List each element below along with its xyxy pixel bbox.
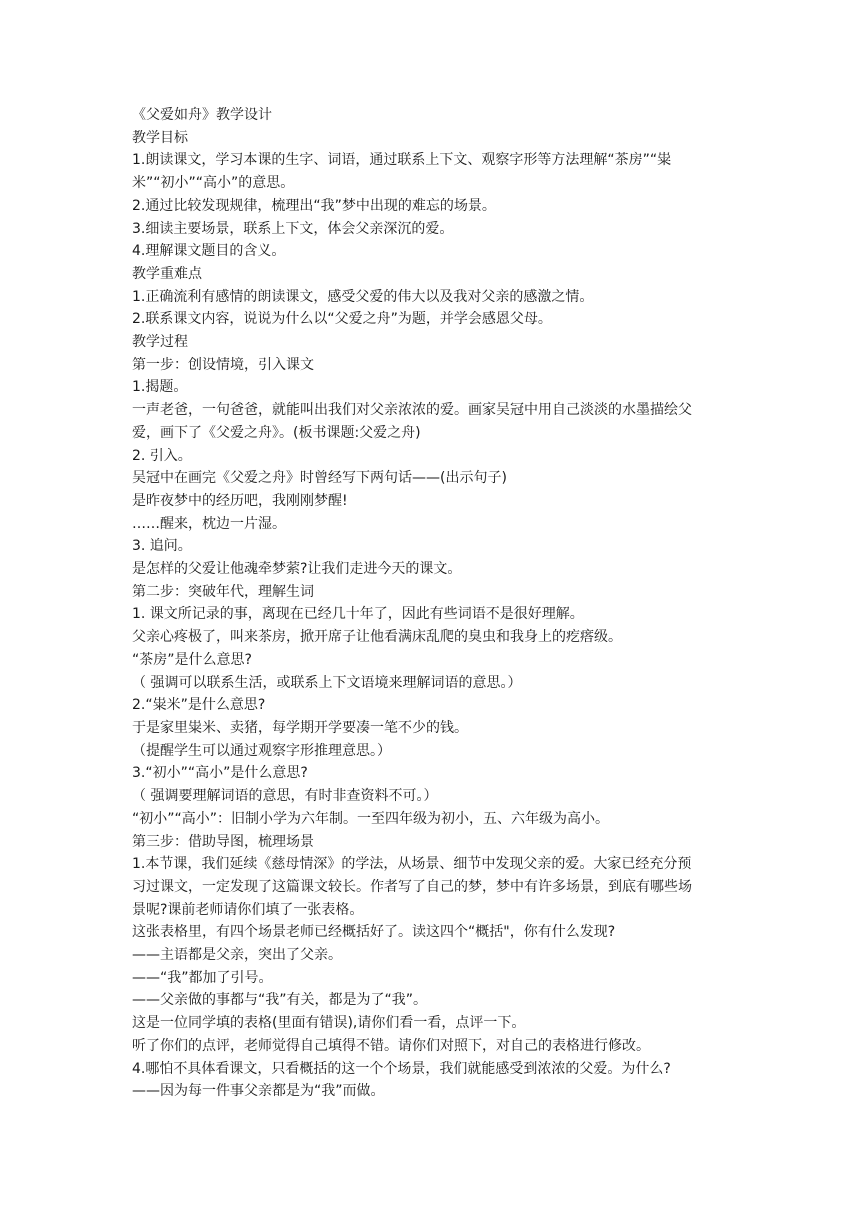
step1-line: 一声老爸，一句爸爸，就能叫出我们对父亲浓浓的爱。画家吴冠中用自己淡淡的水墨描绘父: [132, 402, 692, 419]
step1-heading: 第一步：创设情境，引入课文: [132, 356, 314, 373]
key-point-line: 2.联系课文内容，说说为什么以“父爱之舟”为题，并学会感恩父母。: [132, 311, 552, 328]
step1-line: 2. 引入。: [132, 447, 192, 464]
step3-line: 习过课文，一定发现了这篇课文较长。作者写了自己的梦，梦中有许多场景，到底有哪些场: [132, 878, 692, 895]
step3-line: 听了你们的点评，老师觉得自己填得不错。请你们对照下，对自己的表格进行修改。: [132, 1037, 650, 1054]
step2-line: （提醒学生可以通过观察字形推理意思。）: [132, 742, 391, 759]
goals-heading: 教学目标: [132, 129, 188, 146]
step2-line: “茶房”是什么意思?: [132, 651, 252, 668]
step2-heading: 第二步：突破年代，理解生词: [132, 583, 314, 600]
step1-section: [132, 354, 732, 581]
step3-line: 景呢?课前老师请你们填了一张表格。: [132, 901, 364, 918]
goals-list: [132, 149, 732, 263]
step3-line: ——因为每一件事父亲都是为“我”而做。: [132, 1083, 385, 1100]
document-title: 《父爱如舟》教学设计: [132, 107, 272, 123]
step3-line: 这是一位同学填的表格(里面有错误),请你们看一看，点评一下。: [132, 1015, 526, 1032]
key-points-list: [132, 286, 732, 331]
document-page: [132, 104, 732, 1103]
goal-line: 4.理解课文题目的含义。: [132, 243, 286, 260]
goal-line: 3.细读主要场景，联系上下文，体会父亲深沉的爱。: [132, 220, 454, 237]
step3-line: ——“我”都加了引号。: [132, 969, 273, 986]
goal-line: 2.通过比较发现规律，梳理出“我”梦中出现的难忘的场景。: [132, 197, 496, 214]
step3-line: 这张表格里，有四个场景老师已经概括好了。读这四个“概括"，你有什么发现?: [132, 924, 616, 941]
step2-line: （ 强调可以联系生活，或联系上下文语境来理解词语的意思。）: [132, 674, 522, 691]
step1-line: 是怎样的父爱让他魂牵梦萦?让我们走进今天的课文。: [132, 561, 462, 578]
step1-line: 爱，画下了《父爱之舟》。(板书课题:父爱之舟): [132, 424, 421, 441]
step3-line: ——主语都是父亲，突出了父亲。: [132, 947, 342, 964]
key-points-heading: 教学重难点: [132, 265, 202, 282]
step2-line: （ 强调要理解词语的意思，有时非查资料不可。）: [132, 788, 438, 805]
step2-line: 父亲心疼极了，叫来茶房，掀开席子让他看满床乱爬的臭虫和我身上的疙瘩级。: [132, 629, 622, 646]
step1-line: 3. 追问。: [132, 538, 192, 555]
step3-line: 1.本节课，我们延续《慈母情深》的学法，从场景、细节中发现父亲的爱。大家已经充分预: [132, 856, 692, 873]
step2-line: “初小”“高小”：旧制小学为六年制。一至四年级为初小，五、六年级为高小。: [132, 810, 610, 827]
goal-line: 1.朗读课文，学习本课的生字、词语，通过联系上下文、观察字形等方法理解“茶房”“粜: [132, 152, 672, 169]
step2-line: 2.“粜米”是什么意思?: [132, 697, 266, 714]
step1-line: ……醒来，枕边一片湿。: [132, 515, 286, 532]
step1-line: 是昨夜梦中的经历吧，我刚刚梦醒!: [132, 492, 348, 509]
step2-section: [132, 581, 732, 831]
step1-line: 1.揭题。: [132, 379, 188, 396]
step1-line: 吴冠中在画完《父爱之舟》时曾经写下两句话——(出示句子): [132, 470, 507, 487]
step2-line: 1. 课文所记录的事，离现在已经几十年了，因此有些词语不是很好理解。: [132, 606, 584, 623]
step3-line: 4.哪怕不具体看课文，只看概括的这一个个场景，我们就能感受到浓浓的父爱。为什么?: [132, 1060, 671, 1077]
step3-line: ——父亲做的事都与“我”有关，都是为了“我”。: [132, 992, 428, 1009]
step2-line: 3.“初小”“高小”是什么意思?: [132, 765, 308, 782]
step3-section: [132, 831, 732, 1103]
process-heading: 教学过程: [132, 334, 188, 351]
key-point-line: 1.正确流利有感情的朗读课文，感受父爱的伟大以及我对父亲的感激之情。: [132, 288, 594, 305]
goal-line: 米”“初小”“高小”的意思。: [132, 175, 295, 192]
step3-heading: 第三步：借助导图，梳理场景: [132, 833, 314, 850]
step2-line: 于是家里粜米、卖猪，每学期开学要凑一笔不少的钱。: [132, 719, 468, 736]
